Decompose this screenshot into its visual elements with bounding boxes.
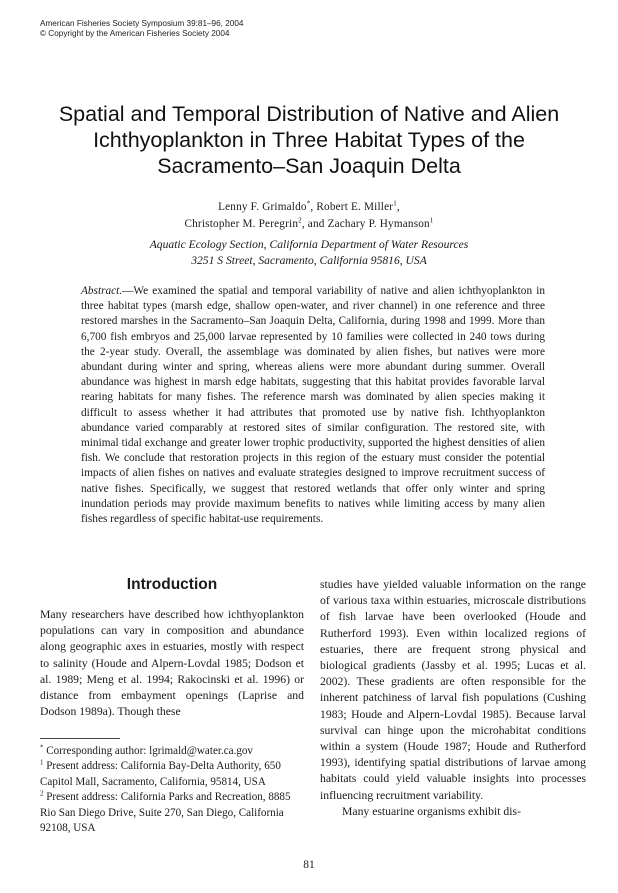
intro-paragraph-right: studies have yielded valuable information on the range of various taxa within estuaries, microscale distributions of fish larvae have been overlooked (Houde and Rutherford 1993). Even within localized regions of estuaries, there are frequent strong physical and biological gradients (Jassby et al. 1995; Lucas et al. 2002). These gradients are often responsible for the inherent patchiness of larval fish populations (Cushing 1983; Houde and Alpern-Lovdal 1985). Because larval survival can hinge upon the microhabitat conditions within a system (Houde 1987; Houde and Rutherford 1993), identifying spatial distributions of larvae among habitats could yield valuable insights into processes influencing recruitment variability. (320, 578, 586, 802)
footnote-text: Present address: California Bay-Delta Authority, 650 Capitol Mall, Sacramento, California, 95814, USA (40, 760, 281, 788)
intro-paragraph-next: Many estuarine organisms exhibit dis- (342, 804, 521, 818)
footnote-divider (40, 738, 120, 739)
article-title (20, 101, 598, 179)
author-mark: 1 (393, 199, 397, 208)
journal-citation: American Fisheries Society Symposium 39:81–96, 2004 (40, 19, 244, 28)
author-name: Robert E. Miller (316, 201, 394, 213)
footnote (40, 759, 304, 790)
section-heading: Introduction (126, 576, 218, 593)
footnote-mark: 1 (40, 759, 44, 767)
author-mark: * (306, 199, 311, 208)
author-separator: , (310, 201, 317, 213)
author-mark: 2 (298, 216, 302, 225)
author-name: Lenny F. Grimaldo (218, 201, 307, 213)
footnote (40, 790, 304, 836)
author-name: Zachary P. Hymanson (327, 218, 430, 230)
author-list (40, 199, 578, 233)
affiliation-line: 3251 S Street, Sacramento, California 95816, USA (191, 254, 427, 267)
intro-paragraph-left: Many researchers have described how ichthyoplankton populations can vary in composition and abundance along geographic axes in estuaries, mostly with respect to salinity (Houde and Alpern-Lovdal 1985; Dodson et al. 1989; Meng et al. 1994; Rakocinski et al. 1996) or distance from embayment openings (Laprise and Dodson 1989a). Though these (40, 608, 304, 719)
affiliation-line: Aquatic Ecology Section, California Department of Water Resources (149, 238, 469, 251)
title-line: Sacramento–San Joaquin Delta (157, 154, 461, 178)
footnote-mark: * (40, 744, 44, 752)
intro-column-right (320, 577, 586, 820)
page-number: 81 (303, 859, 315, 871)
footnote (40, 744, 304, 759)
footnote-text: Present address: California Parks and Recreation, 8885 Rio San Diego Drive, Suite 270, San Diego, California 92108, USA (40, 791, 291, 835)
abstract-text: —We examined the spatial and temporal variability of native and alien ichthyoplankton in three habitat types (marsh edge, shallow open-water, and river channel) in one reference and three restored marshes in the Sacramento–San Joaquin Delta, California, during 1998 and 1999. More than 6,700 fish embryos and 25,000 larvae represented by 10 families were collected in 240 tows during the 2-year study. Overall, the assemblage was dominated by alien fishes, but natives were more abundant during winter and spring, whereas aliens were more abundant during summer. Overall abundance was highest in marsh edge habitats, suggesting that this habitat provides favorable larval rearing habitats for many fishes. The reference marsh was dominated by alien species making it difficult to assess whether it had attributes that promoted use by native fish. Ichthyoplankton abundance varied comparably at restored sites of similar configuration. The restored site, with minimal tidal exchange and greater lower trophic productivity, supported the highest densities of alien fish. We conclude that restoration projects in this region of the estuary must consider the potential impacts of alien fishes on natives and evaluate strategies designed to improve recruitment success of native fishes. Specifically, we suggest that restored wetlands that offer only winter and spring inundation periods may provide maximum benefits to natives while limiting access by many alien fishes regardless of specific habitat-use requirements. (81, 285, 545, 526)
abstract-label: Abstract. (81, 285, 123, 297)
author-mark: 1 (429, 216, 434, 225)
abstract (81, 284, 545, 527)
title-line: Spatial and Temporal Distribution of Native and Alien (58, 102, 560, 126)
footnote-text: Corresponding author: lgrimald@water.ca.gov (43, 745, 253, 757)
copyright-notice: © Copyright by the American Fisheries Society 2004 (40, 29, 230, 38)
author-separator: , (396, 201, 400, 213)
author-separator: , and (301, 218, 328, 230)
footnotes (40, 744, 304, 836)
title-line: Ichthyoplankton in Three Habitat Types of the (93, 128, 525, 152)
footnote-mark: 2 (40, 790, 44, 798)
author-name: Christopher M. Peregrin (184, 218, 299, 230)
affiliation (40, 237, 578, 269)
